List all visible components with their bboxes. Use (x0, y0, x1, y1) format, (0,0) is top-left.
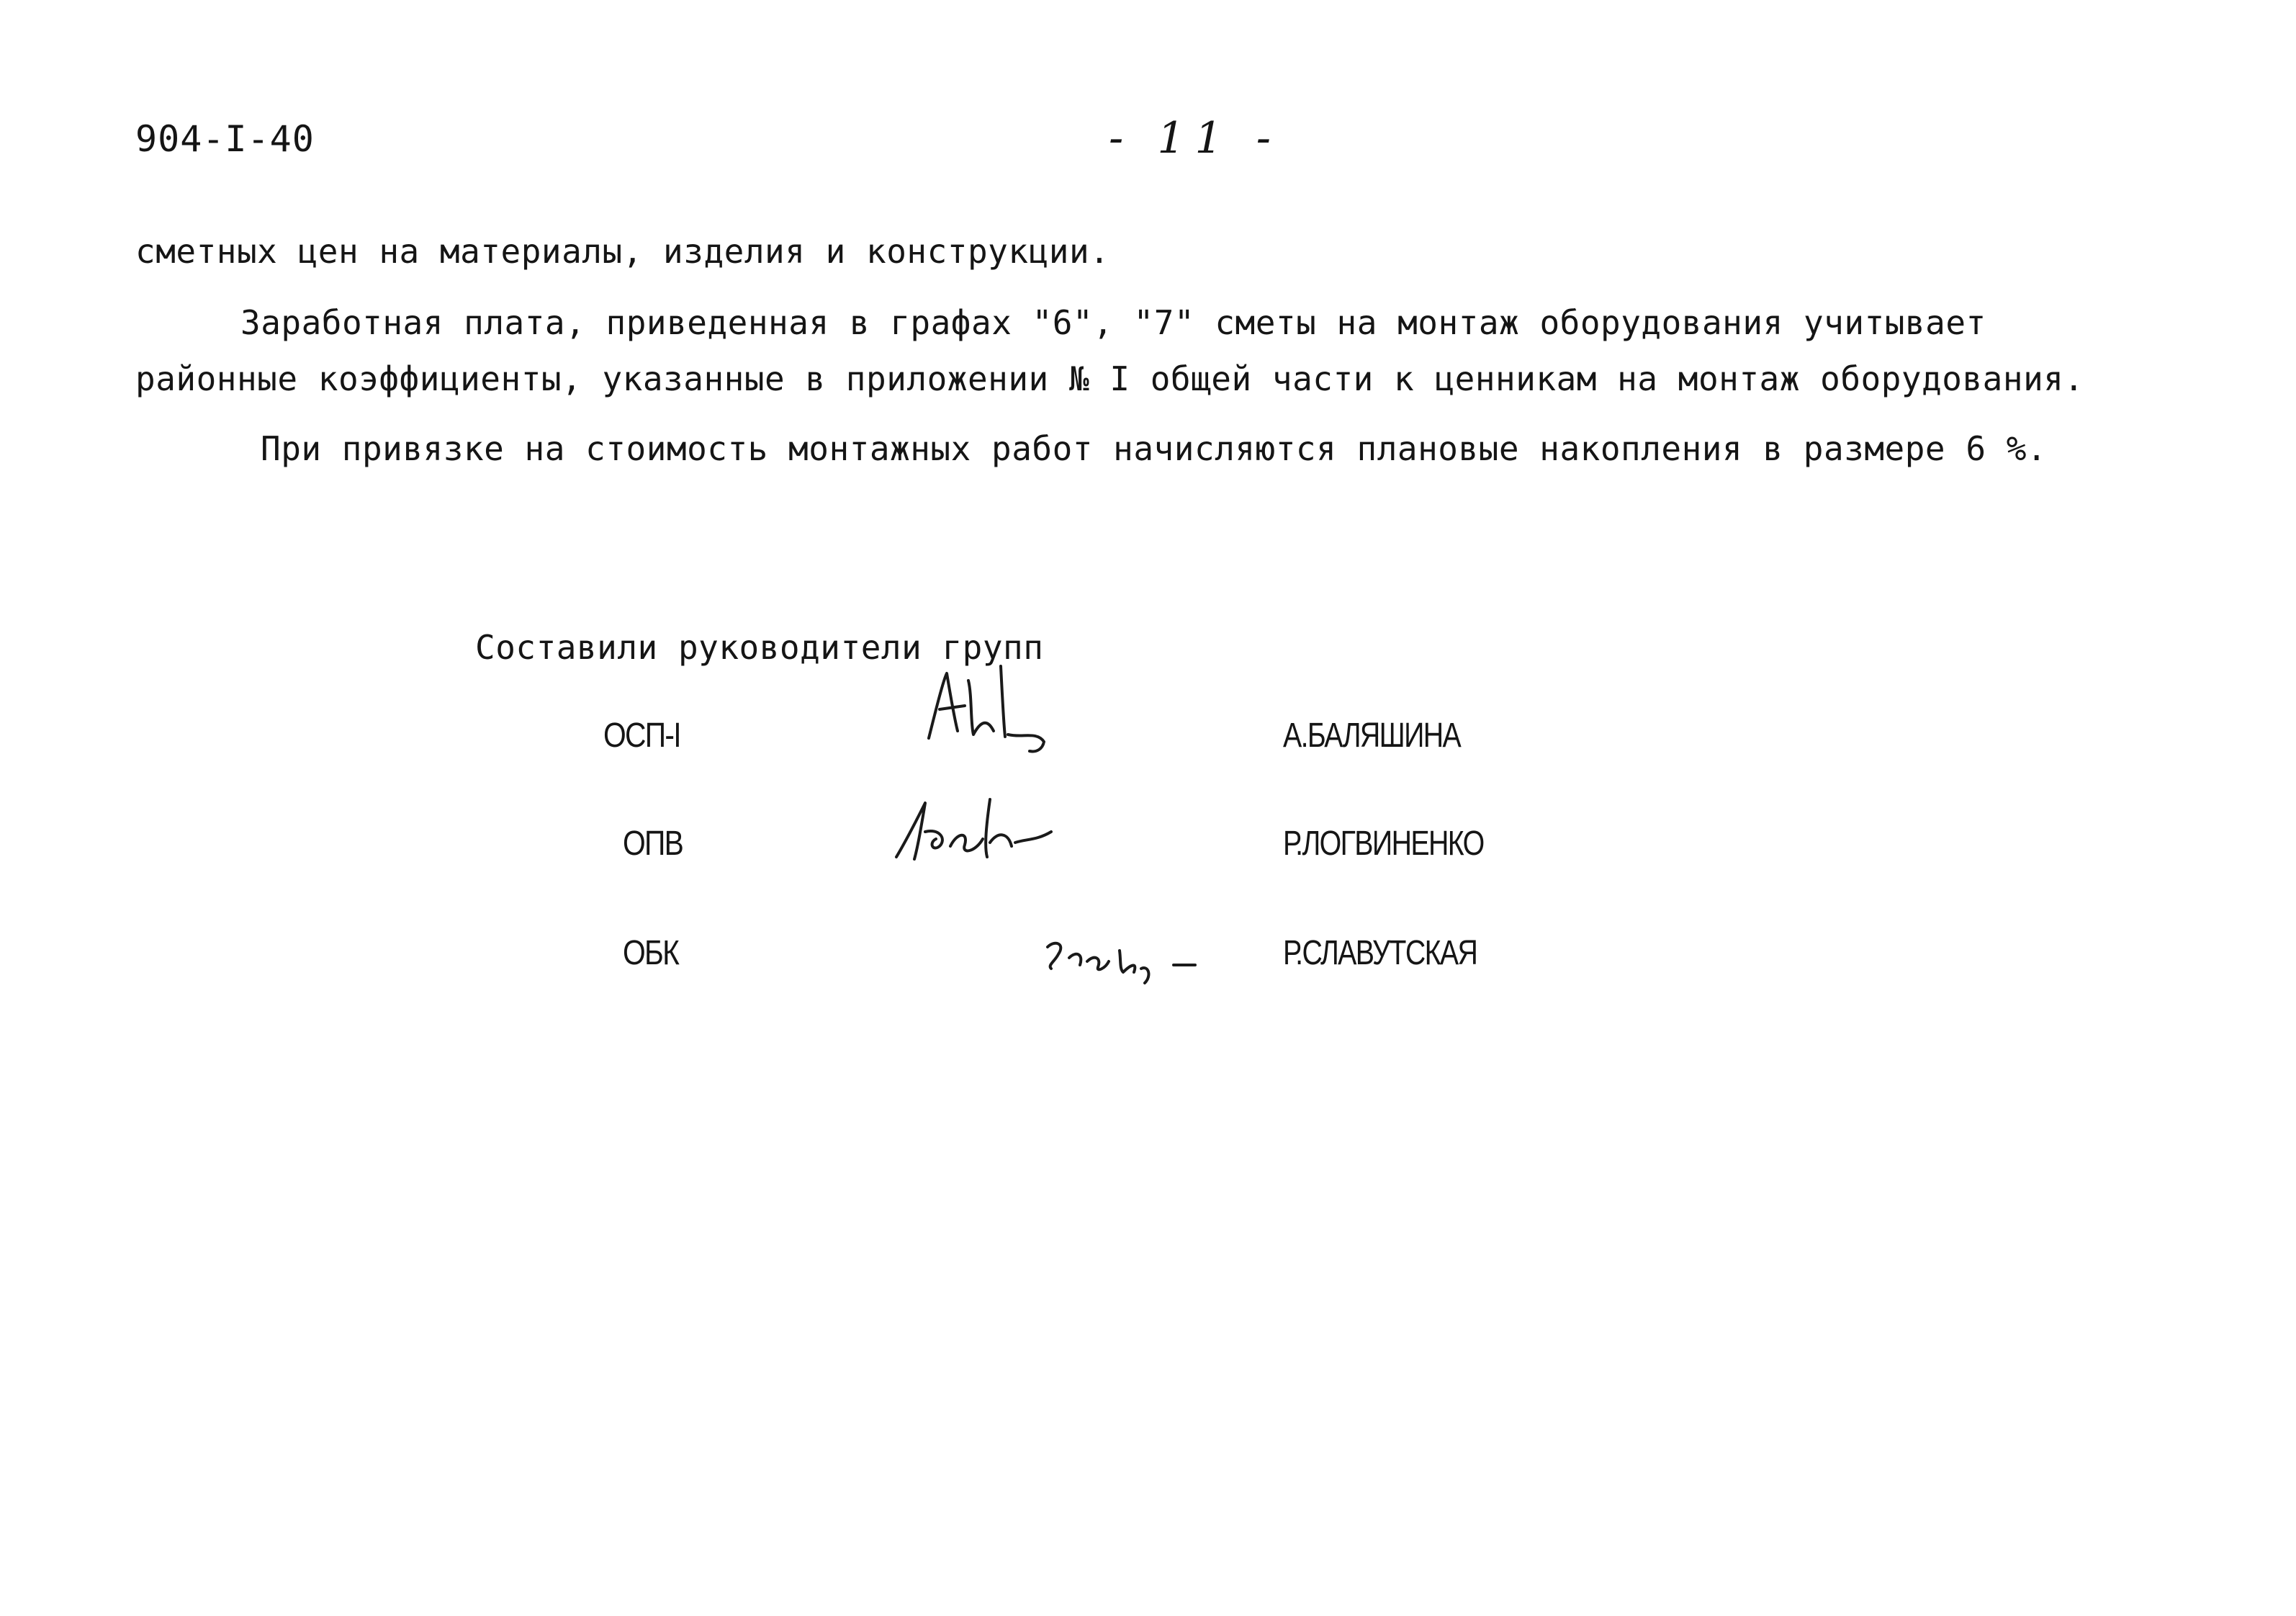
dept-label: ОПВ (623, 825, 683, 863)
signatory-name: А.БАЛЯШИНА (1283, 717, 1461, 755)
handwritten-signature (889, 789, 1062, 868)
body-line-3: районные коэффициенты, указанные в приложении № I общей части к ценникам на монтаж оборудования. (135, 359, 2084, 398)
dept-label: ОСП-I (603, 717, 680, 755)
page-number: - 11 - (1109, 113, 1282, 163)
dept-label: ОБК (623, 934, 679, 972)
signatory-name: Р.ЛОГВИНЕНКО (1283, 825, 1484, 863)
handwritten-signature (914, 652, 1058, 760)
signature-heading: Составили руководители групп (475, 628, 1044, 667)
signatory-name: Р.СЛАВУТСКАЯ (1283, 934, 1477, 972)
body-line-4: При привязке на стоимость монтажных работ начисляются плановые накопления в размере 6 %. (261, 429, 2048, 468)
document-code: 904-I-40 (135, 118, 315, 160)
body-line-1: сметных цен на материалы, изделия и конструкции. (135, 232, 1110, 271)
body-line-2: Заработная плата, приведенная в графах "6", "7" сметы на монтаж оборудования учитывает (240, 303, 1986, 342)
handwritten-signature (1040, 925, 1206, 990)
